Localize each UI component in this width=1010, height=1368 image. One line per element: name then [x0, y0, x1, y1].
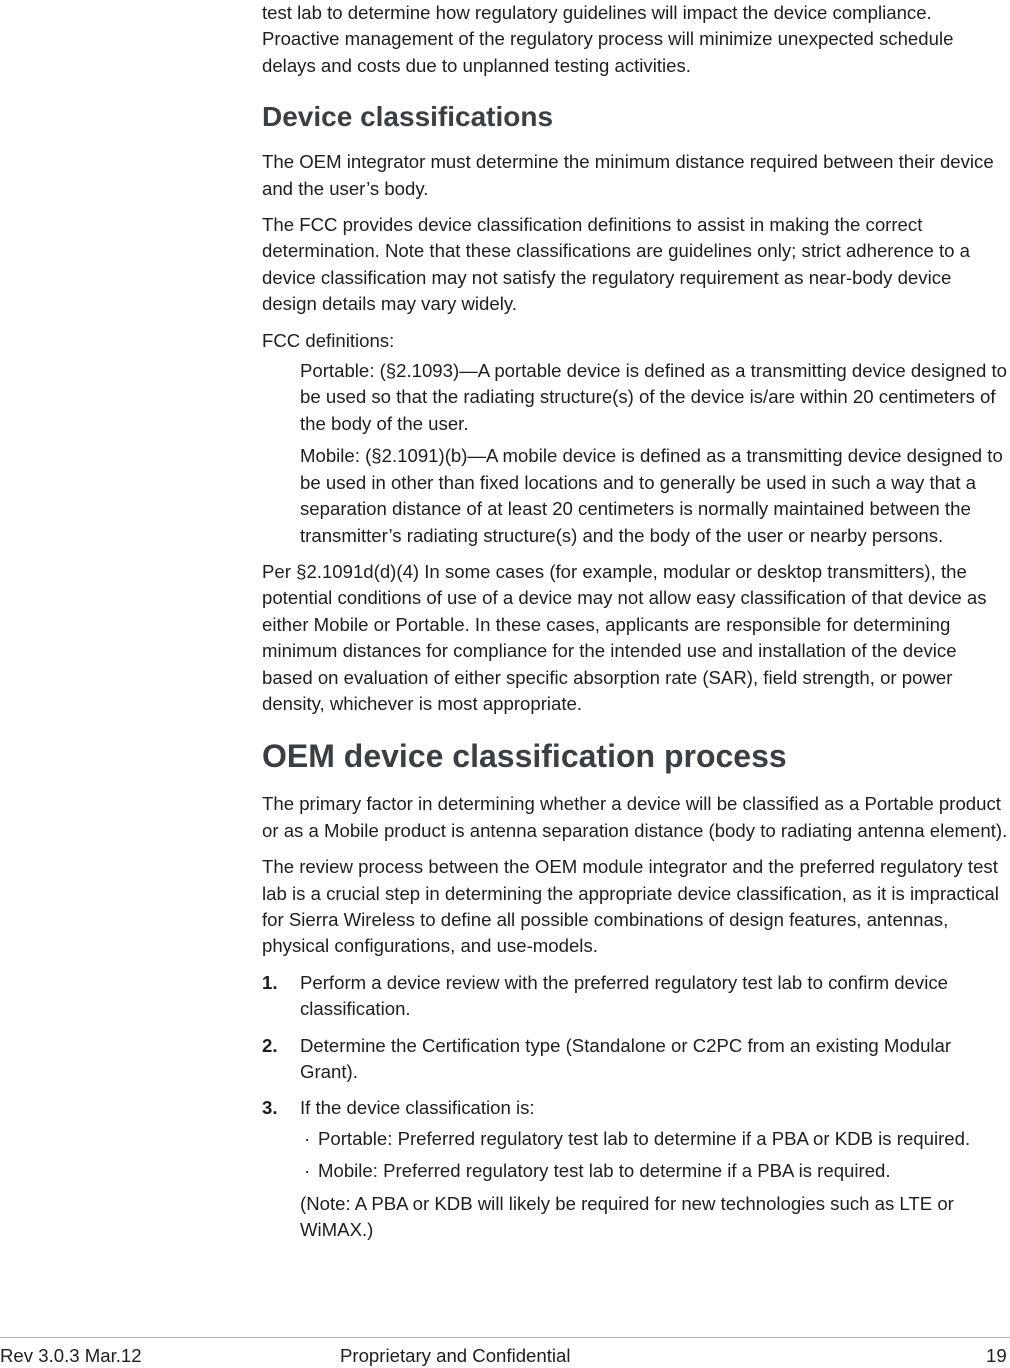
bullet-icon: · — [304, 1127, 311, 1149]
bullet-icon: · — [304, 1160, 311, 1182]
list-number: 3. — [262, 1097, 278, 1119]
paragraph: The OEM integrator must determine the minimum distance required between their device and the user’s body. — [262, 151, 994, 199]
section-heading-oem-process: OEM device classification process — [262, 738, 787, 775]
list-item — [262, 970, 1010, 1023]
list-number: 2. — [262, 1034, 278, 1056]
page-number: 19 — [986, 1345, 1007, 1366]
list-text: If the device classification is: — [300, 1097, 535, 1119]
paragraph: The review process between the OEM module integrator and the preferred regulatory test lab is a crucial step in determining the appropriate device classification, as it is impractical for Sierra Wireless to define all possible combinations of design features, antennas, physical configurations, and use-models. — [262, 856, 999, 957]
footer-divider — [0, 1337, 1010, 1338]
paragraph: The FCC provides device classification definitions to assist in making the correct determination. Note that these classifications are guidelines only; strict adherence to a device classification may not satisfy the regulatory requirement as near-body device design details may vary widely. — [262, 214, 970, 315]
intro-paragraph: test lab to determine how regulatory guidelines will impact the device compliance. Proactive management of the regulatory process will minimize unexpected schedule delays and costs due to unplanned testing activities. — [262, 2, 954, 76]
fcc-definitions-label: FCC definitions: — [262, 329, 395, 351]
footer-revision: Rev 3.0.3 Mar.12 — [0, 1345, 142, 1366]
definition-mobile: Mobile: (§2.1091)(b)—A mobile device is defined as a transmitting device designed to be used in other than fixed locations and to generally be used in such a way that a separation distance of at least 20 centimeters is normally maintained between the transmitter’s radiating structure(s) and the body of the user or nearby persons. — [300, 445, 1003, 546]
list-item — [262, 1033, 1010, 1086]
list-text: Perform a device review with the preferred regulatory test lab to confirm device classification. — [300, 971, 948, 1020]
paragraph: Per §2.1091d(d)(4) In some cases (for example, modular or desktop transmitters), the potential conditions of use of a device may not allow easy classification of that device as either Mobile or Portable. In these cases, applicants are responsible for determining minimum distances for compliance for the intended use and installation of the device based on evaluation of either specific absorption rate (SAR), field strength, or power density, whichever is most appropriate. — [262, 560, 987, 714]
bullet-text: Mobile: Preferred regulatory test lab to determine if a PBA is required. — [318, 1160, 891, 1182]
bullet-item — [262, 1126, 1010, 1152]
section-heading-device-classifications: Device classifications — [262, 101, 554, 133]
list-item — [262, 1095, 1010, 1121]
list-text: Determine the Certification type (Standalone or C2PC from an existing Modular Grant). — [300, 1034, 952, 1082]
bullet-text: Portable: Preferred regulatory test lab to determine if a PBA or KDB is required. — [318, 1127, 971, 1149]
footer-confidential: Proprietary and Confidential — [340, 1345, 571, 1366]
definition-portable: Portable: (§2.1093)—A portable device is defined as a transmitting device designed to be used so that the radiating structure(s) of the device is/are within 20 centimeters of the body of the user. — [300, 360, 1007, 434]
bullet-item — [262, 1158, 1010, 1184]
list-number: 1. — [262, 971, 278, 993]
paragraph: The primary factor in determining whether a device will be classified as a Portable product or as a Mobile product is antenna separation distance (body to radiating antenna element). — [262, 793, 1008, 841]
page-content — [262, 0, 1010, 1253]
note: (Note: A PBA or KDB will likely be required for new technologies such as LTE or WiMAX.) — [300, 1192, 954, 1241]
